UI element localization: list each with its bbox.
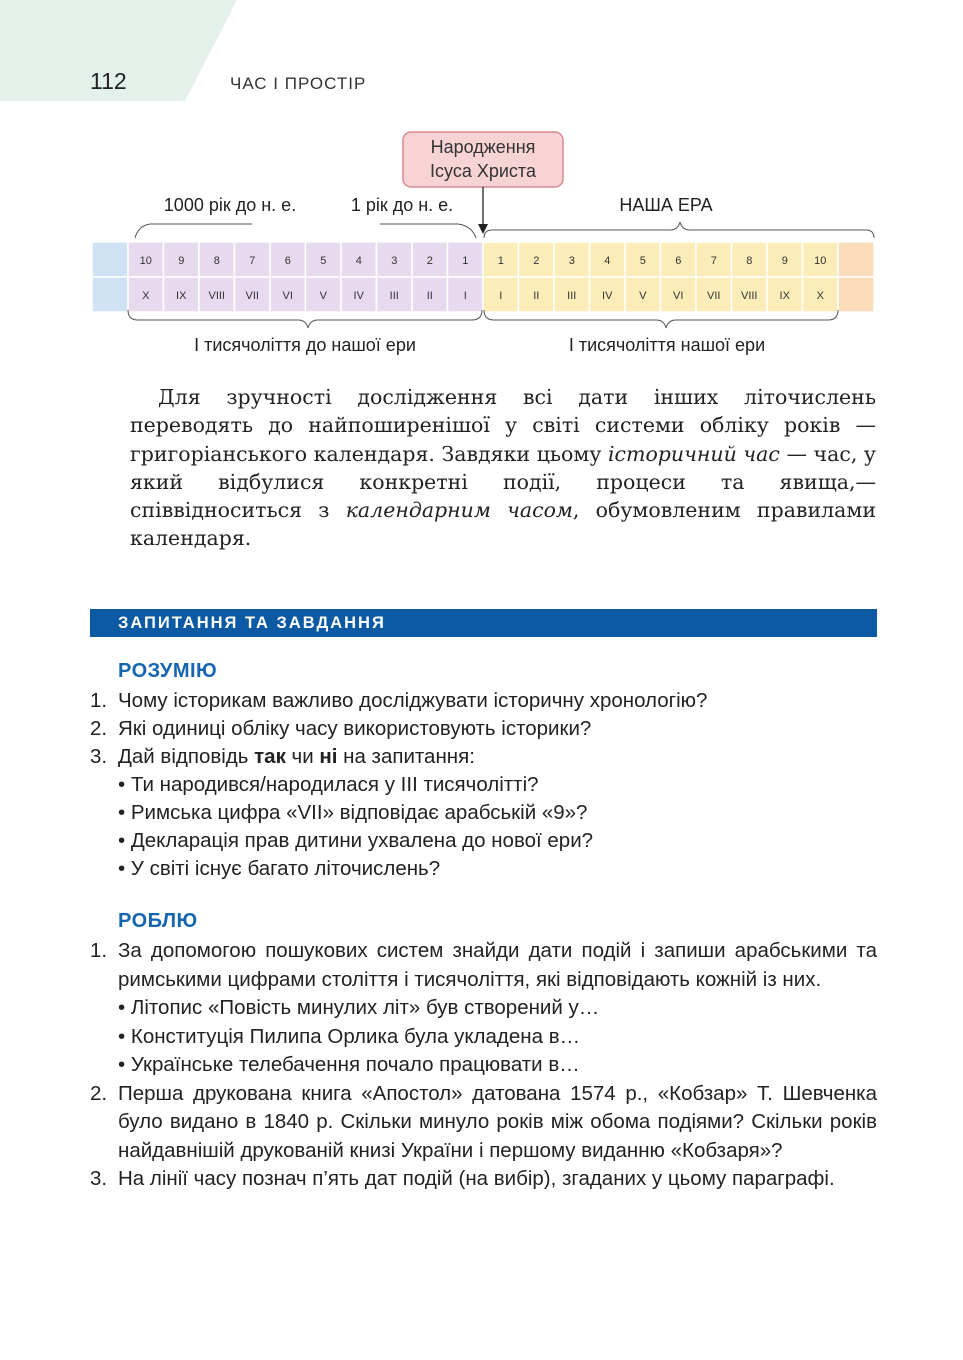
ad-century-arabic: 1 (497, 255, 504, 267)
our-era-brace (484, 222, 874, 238)
question-1: 1. Чому історикам важливо досліджувати історичну хронологію? (90, 687, 880, 715)
label-our-era: НАША ЕРА (619, 195, 713, 215)
label-bc-millennium: І тисячоліття до нашої ери (194, 335, 416, 355)
ad-century-arabic: 9 (781, 255, 788, 267)
task-1-bullet: • Конституція Пилипа Орлика була укладена в… (118, 1024, 581, 1048)
bc-century-arabic: 4 (355, 255, 362, 267)
bc-century-arabic: 8 (213, 255, 220, 267)
explanation-paragraph (130, 383, 876, 553)
label-1-bc: 1 рік до н. е. (350, 195, 454, 215)
timeline-diagram (0, 120, 963, 370)
ad-century-roman: X (816, 290, 824, 302)
question-3-bullet: • Римська цифра «VII» відповідає арабській «9»? (118, 801, 588, 824)
para-part3: , обумовленим правилами календаря. (130, 498, 876, 551)
question-3-bullet: • Ти народився/народилася у ІІІ тисячолітті? (118, 773, 539, 796)
ad-century-roman: IV (602, 290, 613, 302)
ad-century-arabic: 6 (675, 255, 682, 267)
timeline-edge-cell (92, 242, 128, 277)
term-historical-time: історичний час (607, 441, 780, 466)
ad-century-arabic: 5 (639, 255, 646, 267)
ad-century-roman: VI (673, 290, 684, 302)
task-1-bullet: • Літопис «Повість минулих літ» був створений у… (118, 996, 600, 1019)
label-1-bc-pointer (458, 224, 476, 238)
bc-century-roman: II (426, 290, 433, 302)
page-number: 112 (90, 68, 127, 94)
ad-century-arabic: 10 (814, 255, 827, 267)
bc-century-roman: VI (282, 290, 293, 302)
ad-century-roman: II (533, 290, 540, 302)
ad-century-roman: VIII (740, 290, 758, 302)
bc-century-arabic: 1 (462, 255, 469, 267)
do-tasks (90, 937, 877, 1194)
label-ad-millennium: І тисячоліття нашої ери (568, 335, 766, 355)
bc-century-roman: X (142, 290, 150, 302)
bc-century-arabic: 10 (139, 255, 152, 267)
ad-century-roman: VII (707, 290, 721, 302)
ad-century-arabic: 3 (568, 255, 575, 267)
timeline-edge-cell (92, 277, 128, 312)
ad-century-arabic: 4 (604, 255, 611, 267)
ad-century-arabic: 8 (746, 255, 753, 267)
question-3-text: Дай відповідь так чи ні на запитання: (118, 745, 475, 768)
ad-century-roman: V (639, 290, 647, 302)
understand-heading: РОЗУМІЮ (118, 660, 218, 682)
para-part1: Для зручності дослідження всі дати інших літочислень переводять до найпоширенішої у світі системи обліку років — григоріанського календаря. Завдяки цьому (130, 385, 876, 466)
bc-century-roman: IX (176, 290, 187, 302)
bc-century-roman: VII (245, 290, 259, 302)
ad-century-arabic: 2 (533, 255, 540, 267)
timeline-edge-cell (838, 242, 874, 277)
birth-label-line2: Ісуса Христа (430, 161, 536, 181)
ad-century-roman: I (499, 290, 503, 302)
label-1000-bc: 1000 рік до н. е. (163, 195, 297, 215)
bc-century-arabic: 7 (249, 255, 256, 267)
birth-arrow-head (478, 224, 488, 234)
task-1-bullet: • Українське телебачення почало працювати в… (118, 1053, 580, 1076)
ad-century-roman: IX (779, 290, 790, 302)
task-3-text: На лінії часу познач п’ять дат подій (на вибір), згаданих у цьому параграфі. (118, 1167, 835, 1190)
question-3: 3. Дай відповідь так чи ні на запитання: (90, 743, 880, 771)
timeline-grid (92, 242, 874, 312)
bc-century-arabic: 3 (391, 255, 398, 267)
birth-label-line1: Народження (430, 137, 536, 157)
task-2: 2. Перша друкована книга «Апостол» датована 1574 р., «Кобзар» Т. Шевченка було видано в 1840 р. Скільки минуло років між обома подіями? Скільки років найдавнішій друкованій книзі України і першому виданню «Кобзаря»? (90, 1080, 877, 1166)
para-part2: — час, у який відбулися конкретні події, процеси та явища,— співвідноситься з (130, 441, 876, 523)
understand-questions (90, 687, 880, 883)
section-title: ЗАПИТАННЯ ТА ЗАВДАННЯ (118, 614, 386, 632)
question-3-bullet: • Декларація прав дитини ухвалена до нової ери? (118, 829, 594, 852)
running-title: ЧАС І ПРОСТІР (230, 74, 367, 93)
task-1-text: За допомогою пошукових систем знайди дати подій і запиши арабськими та римськими цифрами століття і тисячоліття, які відповідають кожній із них. (118, 939, 877, 991)
bc-century-arabic: 9 (178, 255, 185, 267)
ad-century-arabic: 7 (710, 255, 717, 267)
label-1000-bc-pointer (135, 224, 150, 238)
do-heading: РОБЛЮ (118, 910, 198, 932)
term-calendar-time: календарним часом (345, 498, 573, 523)
task-3: 3. На лінії часу познач п’ять дат подій (на вибір), згаданих у цьому параграфі. (90, 1165, 877, 1194)
section-header-bar (90, 609, 877, 637)
bc-century-arabic: 6 (284, 255, 291, 267)
timeline-edge-cell (838, 277, 874, 312)
question-2: 2. Які одиниці обліку часу використовують історики? (90, 715, 880, 743)
bc-century-arabic: 5 (320, 255, 327, 267)
question-1-text: Чому історикам важливо досліджувати історичну хронологію? (118, 689, 708, 712)
task-2-text: Перша друкована книга «Апостол» датована 1574 р., «Кобзар» Т. Шевченка було видано в 1840 р. Скільки минуло років між обома подіями? Скільки років найдавнішій друкованій книзі України і першому виданню «Кобзаря»? (118, 1081, 877, 1162)
bc-century-roman: V (319, 290, 327, 302)
bc-century-arabic: 2 (426, 255, 433, 267)
bc-century-roman: IV (353, 290, 364, 302)
bc-century-roman: I (463, 290, 467, 302)
question-3-bullet: • У світі існує багато літочислень? (118, 857, 441, 880)
bc-century-roman: III (389, 290, 399, 302)
ad-century-roman: III (567, 290, 577, 302)
task-1: 1. За допомогою пошукових систем знайди дати подій і запиши арабськими та римськими цифрами століття і тисячоліття, які відповідають кожній із них. (90, 937, 877, 994)
bc-century-roman: VIII (208, 290, 226, 302)
question-2-text: Які одиниці обліку часу використовують історики? (118, 717, 592, 740)
